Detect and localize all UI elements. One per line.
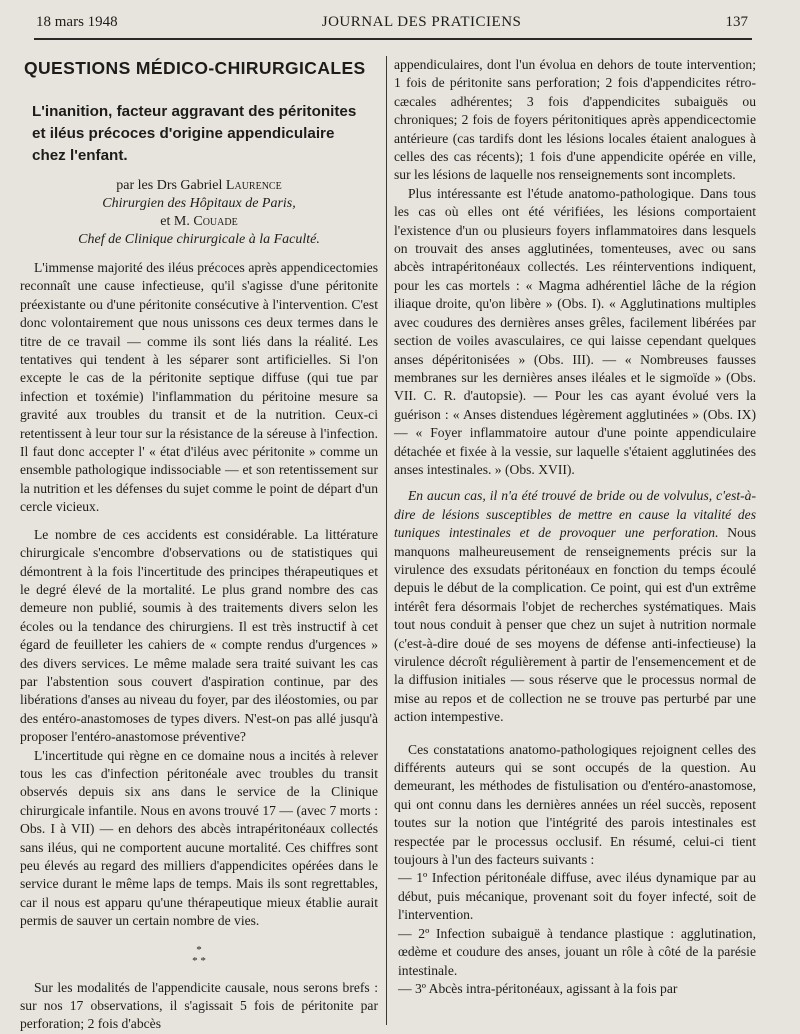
right-column xyxy=(394,56,756,998)
paragraph-no-bride: En aucun cas, il n'a été trouvé de bride ou de volvulus, c'est-à-dire de lésions susceptibles de mettre en cause la vitalité des tuniques intestinales et de provoquer une perforation. Nous manquons malheureusement de renseignements précis sur la virulence des exsudats péritonéaux en fonction du temps écoulé depuis le début de la complication. Ce point, qui est d'un extrême intérêt fera désormais l'objet de recherches systématiques. Mais tout nous conduit à penser que chez un sujet à nutrition normale (c'est-à-dire doué de ses moyens de défense anti-infectieuse) la virulence décroît régulièrement à partir de l'ensemencement et de la diffusion initiales — sous réserve que le processus normal de mise au repos et de collection ne se trouve pas perturbé par une action intempestive. xyxy=(394,488,756,725)
article-title: L'inanition, facteur aggravant des péritonites et iléus précoces d'origine appendiculaire chez l'enfant. xyxy=(32,103,357,164)
paragraph-findings: Ces constatations anatomo-pathologiques rejoignent celles des différents auteurs qui se sont occupés de la question. Au demeurant, les méthodes de fistulisation ou d'entéro-anastomose, qui ont connu dans les dernières années un réel succès, reposent toutes sur la notion que l'intégrité des parois intestinales est respectée par le processus occlusif. En résumé, celui-ci tient toujours à l'un des facteurs suivants : xyxy=(394,741,756,868)
author-1-name: Laurence xyxy=(225,178,282,193)
journal-title: JOURNAL DES PRATICIENS xyxy=(321,14,522,30)
section-title: QUESTIONS MÉDICO-CHIRURGICALES xyxy=(24,58,366,78)
section-break-asterisks: * * * xyxy=(192,943,206,967)
author-2-name: Couade xyxy=(193,214,238,229)
paragraph-continuation: appendiculaires, dont l'un évolua en dehors de toute intervention; 1 fois de péritonite sans perforation; 2 fois d'appendicites rétro-cæcales adhérentes; 3 fois d'appendicites subaiguës ou chroniques; 2 fois de foyers péritonitiques après appendicectomie antérieure (cas tardifs dont les lésions locales étaient analogues à celles des cas récents); 1 fois d'une appendicite opérée en ville, sur les lésions de laquelle nos renseignements sont incomplets. xyxy=(394,57,756,183)
list-item-2: — 2º Infection subaiguë à tendance plastique : agglutination, œdème et coudure des anses, jouant un rôle à côté de la parésie intestinale. xyxy=(398,925,756,978)
author-line-3: et M. Couade xyxy=(160,214,238,229)
paragraph-accidents: Le nombre de ces accidents est considérable. La littérature chirurgicale s'encombre d'observations ou de statistiques qui démontrent à la fois l'incertitude des principes thérapeutiques et le degré élevé de la mortalité. Le plus grand nombre des cas demeure non publié, soumis à des traitements divers selon les écoles ou la tendance des chirurgiens. Il est très instructif à cet égard de feuilleter les cahiers de « compte rendus d'urgences » des divers services. Le même malade sera traité suivant les cas par l'abstention sous couvert d'aspiration continue, par des libérations d'anses au niveau du foyer, par des iléostomies, ou par des entéro-anastomoses de types divers. N'est-on pas allé jusqu'à proposer l'entéro-anastomose préventive? xyxy=(20,526,378,745)
running-header xyxy=(36,14,748,36)
author-block xyxy=(20,177,378,249)
author-2-role: Chef de Clinique chirurgicale à la Faculté. xyxy=(78,232,320,247)
page-number: 137 xyxy=(725,14,748,30)
paragraph-intro: L'immense majorité des iléus précoces après appendicectomies reconnaît une cause infectieuse, qu'il s'agisse d'une péritonite préexistante ou d'une péritonite consécutive à l'intervention. C'est donc volontairement que nous unissons ces deux termes dans le titre de ce travail — comme ils sont liés dans la réalité. Les tentatives qui tendent à les séparer sont artificielles. Si l'on excepte le cas de la péritonite septique diffuse (qui tue par infection et toxémie) l'inflammation du péritoine mesure sa gravité aux troubles du transit et de la nutrition. Ceux-ci retentissent à leur tour sur la résistance de la séreuse à l'infection. Il faut donc accepter l' « état d'iléus avec péritonite » comme un ensemble pathologique indissociable — et son retentissement sur la nutrition et les défenses du sujet comme le point de départ d'un cercle vicieux. xyxy=(20,260,378,515)
column-divider xyxy=(386,56,387,1025)
left-column xyxy=(20,56,378,1034)
list-item-1: — 1º Infection péritonéale diffuse, avec iléus dynamique par au début, puis mécanique, provenant soit du foyer infecté, soit de l'intervention. xyxy=(398,870,756,923)
paragraph-anatomopathology: Plus intéressante est l'étude anatomo-pathologique. Dans tous les cas où elles ont été vérifiées, les lésions comportaient l'existence d'un ou plusieurs foyers inflammatoires dans lesquels on trouvait des anses agglutinées, tomenteuses, avec ou sans abcès intrapéritonéaux collectés. Les réinterventions indiquent, pour les cas mortels : « Magma adhérentiel lâche de la région iliaque droite, qu'on libère » (Obs. I). « Agglutinations multiples avec coudures des dernières anses grêles, facilement libérées par section de voiles avasculaires, ce qui laisse cependant quelques anses dépéritonisées » (Obs. III). — « Nombreuses fausses membranes sur les dernières anses iléales et le sigmoïde » (Obs. VII. C. R. d'autopsie). — Pour les cas ayant évolué vers la guérison : « Anses distendues légèrement agglutinées » (Obs. IX) — « Foyer inflammatoire autour d'une pointe appendiculaire détachée et fixée à la vessie, sur laquelle s'étaient agglutinées des anses intestinales. » (Obs. XVII). xyxy=(394,185,756,477)
list-item-3: — 3º Abcès intra-péritonéaux, agissant à la fois par xyxy=(398,980,678,996)
author-line-1: par les Drs Gabriel Laurence xyxy=(116,178,282,193)
author-1-role: Chirurgien des Hôpitaux de Paris, xyxy=(102,196,296,211)
paragraph-modalities: Sur les modalités de l'appendicite causale, nous serons brefs : sur nos 17 observations, il s'agissait 5 fois de péritonite par perforation; 2 fois d'abcès xyxy=(20,979,378,1032)
paragraph-uncertainty: L'incertitude qui règne en ce domaine nous a incités à relever tous les cas d'infection péritonéale avec troubles du transit observés depuis six ans dans le service de la Clinique chirurgicale infantile. Nous en avons trouvé 17 — (avec 7 morts : Obs. I à VII) — en dehors des abcès intrapéritonéaux collectés sans iléus, qui ne comportent aucune mortalité. Ces chiffres sont peu élevés au regard des milliers d'appendicites opérées dans le service durant le même laps de temps. Mais ils sont regrettables, car il nous est apparu qu'une thérapeutique mieux établie aurait permis de sauver un certain nombre de vies. xyxy=(20,747,378,929)
italic-emphasis: En aucun cas, il n'a été trouvé de bride ou de volvulus, c'est-à-dire de lésions susceptibles de mettre en cause la vitalité des tuniques intestinales et de provoquer une perforation. xyxy=(394,488,756,541)
header-rule xyxy=(34,38,752,40)
issue-date: 18 mars 1948 xyxy=(36,14,118,30)
